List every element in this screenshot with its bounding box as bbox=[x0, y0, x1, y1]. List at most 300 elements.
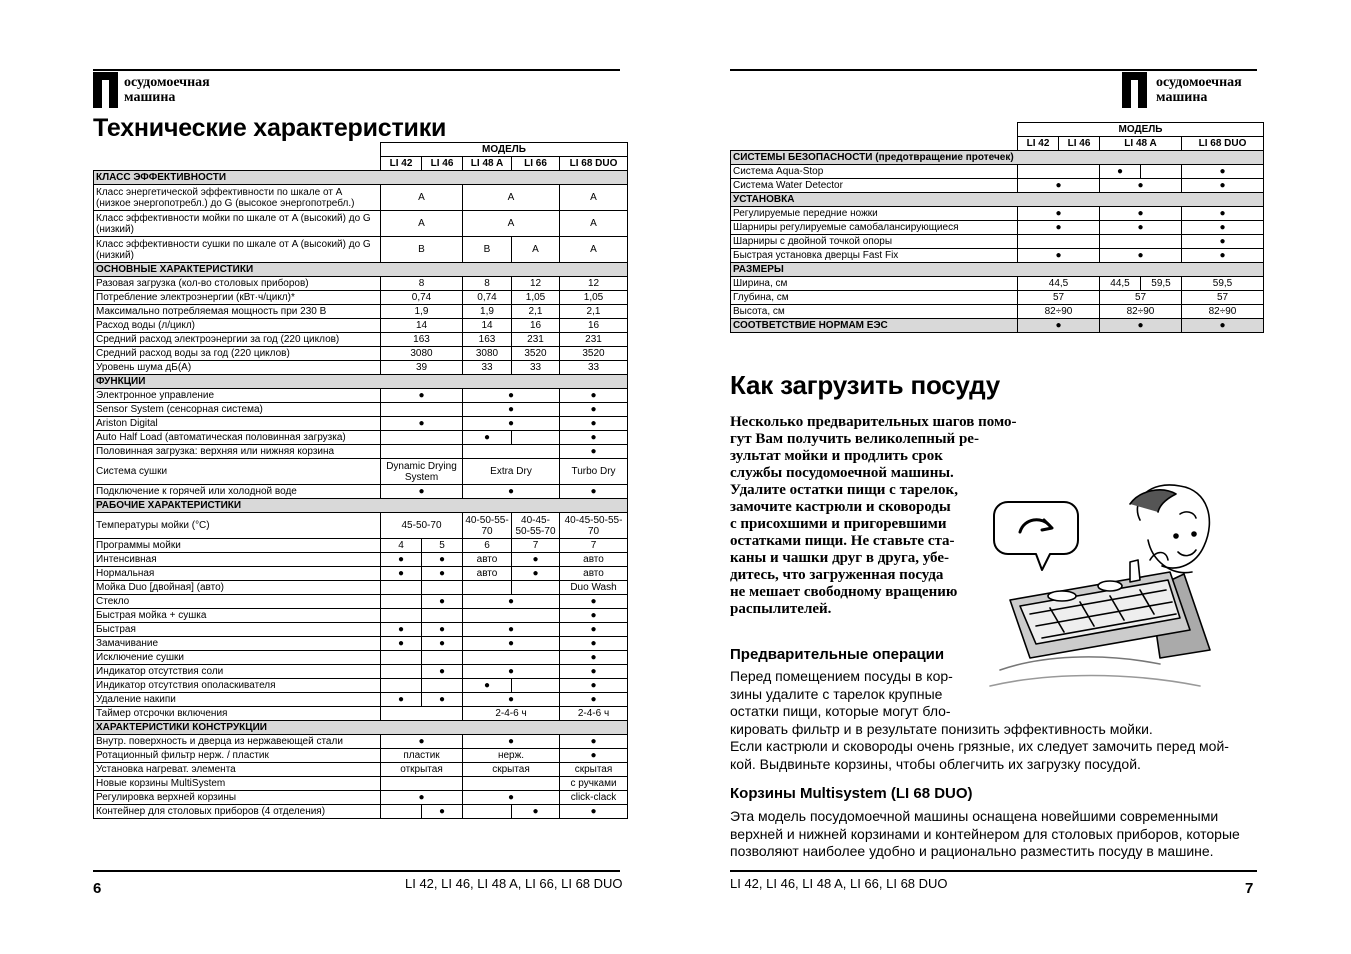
text-line: не мешает свободному вращению bbox=[730, 584, 958, 600]
row-label: Ширина, см bbox=[731, 277, 1018, 291]
value-cell: 163 bbox=[463, 333, 512, 347]
value-cell: 6 bbox=[463, 539, 512, 553]
value-cell: ● bbox=[560, 805, 628, 819]
row-label: Мойка Duo [двойная] (авто) bbox=[94, 581, 381, 595]
value-cell: ● bbox=[1100, 179, 1182, 193]
value-cell bbox=[1100, 235, 1182, 249]
value-cell: ● bbox=[381, 791, 463, 805]
model-label: МОДЕЛЬ bbox=[381, 143, 628, 157]
value-cell: ● bbox=[463, 431, 512, 445]
value-cell bbox=[512, 581, 560, 595]
table-row bbox=[94, 539, 628, 553]
row-label: Разовая загрузка (кол-во столовых приборов) bbox=[94, 277, 381, 291]
table-row bbox=[94, 735, 628, 749]
value-cell: ● bbox=[381, 735, 463, 749]
table-row bbox=[94, 777, 628, 791]
section-title: УСТАНОВКА bbox=[731, 193, 1264, 207]
row-label: Половинная загрузка: верхняя или нижняя корзина bbox=[94, 445, 381, 459]
left-bottom-rule bbox=[93, 870, 620, 872]
value-cell: ● bbox=[381, 485, 463, 499]
value-cell bbox=[463, 651, 560, 665]
table-row bbox=[731, 207, 1264, 221]
value-cell bbox=[463, 805, 512, 819]
table-row bbox=[94, 485, 628, 499]
value-cell: ● bbox=[560, 637, 628, 651]
left-page-number: 6 bbox=[93, 880, 102, 897]
row-label: Система Water Detector bbox=[731, 179, 1018, 193]
value-cell: ● bbox=[560, 431, 628, 445]
model-name: LI 42 bbox=[1018, 137, 1059, 151]
table-row bbox=[94, 237, 628, 263]
value-cell: ● bbox=[560, 403, 628, 417]
value-cell: ● bbox=[422, 623, 463, 637]
row-label: Расход воды (л/цикл) bbox=[94, 319, 381, 333]
table-row bbox=[94, 417, 628, 431]
row-label: Шарниры регулируемые самобалансирующиеся bbox=[731, 221, 1018, 235]
right-logo-text: осудомоечная машина bbox=[1156, 75, 1242, 105]
value-cell: ● bbox=[381, 693, 422, 707]
text-line: верхней и нижней корзинами и контейнером для столовых приборов, которые bbox=[730, 825, 1240, 842]
table-row bbox=[94, 637, 628, 651]
value-cell: 1,9 bbox=[463, 305, 512, 319]
value-cell bbox=[381, 665, 422, 679]
row-label: Программы мойки bbox=[94, 539, 381, 553]
table-row bbox=[94, 333, 628, 347]
value-cell: 82÷90 bbox=[1018, 305, 1100, 319]
value-cell: ● bbox=[1018, 179, 1100, 193]
value-cell: A bbox=[560, 185, 628, 211]
row-label: Максимально потребляемая мощность при 230 В bbox=[94, 305, 381, 319]
value-cell: 59,5 bbox=[1141, 277, 1182, 291]
value-cell: 1,9 bbox=[381, 305, 463, 319]
row-label: Глубина, см bbox=[731, 291, 1018, 305]
value-cell: 82÷90 bbox=[1182, 305, 1264, 319]
section-title: СИСТЕМЫ БЕЗОПАСНОСТИ (предотвращение протечек) bbox=[731, 151, 1264, 165]
value-cell: 16 bbox=[560, 319, 628, 333]
value-cell: 2,1 bbox=[512, 305, 560, 319]
loading-dishes-illustration bbox=[980, 480, 1220, 700]
value-cell: ● bbox=[1182, 319, 1264, 333]
value-cell: авто bbox=[463, 553, 512, 567]
table-row bbox=[94, 679, 628, 693]
table-row bbox=[94, 567, 628, 581]
row-label: Индикатор отсутствия соли bbox=[94, 665, 381, 679]
table-row bbox=[94, 553, 628, 567]
value-cell bbox=[381, 609, 422, 623]
value-cell: 45-50-70 bbox=[381, 513, 463, 539]
value-cell bbox=[381, 679, 422, 693]
value-cell: 2-4-6 ч bbox=[463, 707, 560, 721]
subheading-multisystem: Корзины Multisystem (LI 68 DUO) bbox=[730, 785, 973, 802]
value-cell: 12 bbox=[512, 277, 560, 291]
table-row bbox=[94, 805, 628, 819]
value-cell: ● bbox=[1100, 165, 1141, 179]
section-header bbox=[94, 721, 628, 735]
table-row bbox=[731, 235, 1264, 249]
value-cell: ● bbox=[1100, 207, 1182, 221]
value-cell: B bbox=[463, 237, 512, 263]
value-cell: 44,5 bbox=[1018, 277, 1100, 291]
table-row bbox=[731, 221, 1264, 235]
table-row bbox=[94, 445, 628, 459]
table-row bbox=[94, 693, 628, 707]
value-cell: ● bbox=[422, 665, 463, 679]
table-row bbox=[94, 609, 628, 623]
right-top-rule bbox=[730, 69, 1257, 71]
row-label: Ротационный фильтр нерж. / пластик bbox=[94, 749, 381, 763]
value-cell: 2-4-6 ч bbox=[560, 707, 628, 721]
value-cell: ● bbox=[560, 485, 628, 499]
row-label: Система сушки bbox=[94, 459, 381, 485]
model-name: LI 48 A bbox=[1100, 137, 1182, 151]
value-cell: 1,05 bbox=[512, 291, 560, 305]
table-row bbox=[94, 403, 628, 417]
value-cell bbox=[381, 707, 463, 721]
text-line: остатками пищи. Не ставьте ста- bbox=[730, 533, 955, 549]
value-cell: A bbox=[381, 211, 463, 237]
value-cell bbox=[381, 445, 463, 459]
row-label: Auto Half Load (автоматическая половинная загрузка) bbox=[94, 431, 381, 445]
value-cell: ● bbox=[560, 609, 628, 623]
value-cell: 8 bbox=[463, 277, 512, 291]
model-name: LI 68 DUO bbox=[1182, 137, 1264, 151]
value-cell: нерж. bbox=[463, 749, 560, 763]
section-header bbox=[94, 171, 628, 185]
section-title: РАБОЧИЕ ХАРАКТЕРИСТИКИ bbox=[94, 499, 628, 513]
value-cell: 40-50-55-70 bbox=[463, 513, 512, 539]
preliminary-paragraph bbox=[730, 668, 1229, 773]
value-cell: ● bbox=[381, 567, 422, 581]
text-line: гут Вам получить великолепный ре- bbox=[730, 431, 979, 447]
left-logo-mark bbox=[93, 72, 118, 108]
row-label: Быстрая bbox=[94, 623, 381, 637]
value-cell: ● bbox=[1100, 221, 1182, 235]
text-line: зультат мойки и продлить срок bbox=[730, 448, 943, 464]
value-cell: ● bbox=[512, 553, 560, 567]
value-cell: 57 bbox=[1018, 291, 1100, 305]
value-cell: ● bbox=[463, 389, 560, 403]
row-label: Шарниры с двойной точкой опоры bbox=[731, 235, 1018, 249]
table-row bbox=[94, 623, 628, 637]
value-cell: 57 bbox=[1100, 291, 1182, 305]
value-cell: ● bbox=[463, 637, 560, 651]
value-cell: A bbox=[463, 211, 560, 237]
row-label: Sensor System (сенсорная система) bbox=[94, 403, 381, 417]
value-cell bbox=[512, 431, 560, 445]
value-cell: ● bbox=[560, 735, 628, 749]
value-cell: ● bbox=[422, 693, 463, 707]
section-title: ОСНОВНЫЕ ХАРАКТЕРИСТИКИ bbox=[94, 263, 628, 277]
value-cell bbox=[381, 595, 422, 609]
value-cell bbox=[1018, 235, 1100, 249]
value-cell: 3080 bbox=[463, 347, 512, 361]
row-label: Электронное управление bbox=[94, 389, 381, 403]
table-row bbox=[731, 165, 1264, 179]
row-label: Высота, см bbox=[731, 305, 1018, 319]
value-cell: ● bbox=[1182, 179, 1264, 193]
table-row bbox=[94, 185, 628, 211]
table-row bbox=[731, 277, 1264, 291]
model-name: LI 48 A bbox=[463, 157, 512, 171]
text-line: Перед помещением посуды в кор- bbox=[730, 668, 953, 684]
value-cell: ● bbox=[1100, 249, 1182, 263]
value-cell: A bbox=[381, 185, 463, 211]
value-cell: ● bbox=[512, 567, 560, 581]
value-cell bbox=[512, 679, 560, 693]
value-cell: 8 bbox=[381, 277, 463, 291]
value-cell: 163 bbox=[381, 333, 463, 347]
right-footer-models: LI 42, LI 46, LI 48 A, LI 66, LI 68 DUO bbox=[730, 876, 948, 891]
value-cell: ● bbox=[560, 651, 628, 665]
table-row bbox=[94, 305, 628, 319]
value-cell bbox=[463, 609, 560, 623]
value-cell: ● bbox=[463, 665, 560, 679]
model-names-row bbox=[731, 137, 1264, 151]
left-logo-text: осудомоечная машина bbox=[124, 75, 210, 105]
model-header-row bbox=[94, 143, 628, 157]
row-label: Стекло bbox=[94, 595, 381, 609]
row-label: Индикатор отсутствия ополаскивателя bbox=[94, 679, 381, 693]
value-cell: ● bbox=[463, 403, 560, 417]
section-header bbox=[731, 263, 1264, 277]
value-cell: ● bbox=[422, 595, 463, 609]
row-label: Температуры мойки (°C) bbox=[94, 513, 381, 539]
value-cell: ● bbox=[422, 637, 463, 651]
right-page-title: Как загрузить посуду bbox=[730, 370, 1001, 400]
right-bottom-rule bbox=[730, 870, 1257, 872]
value-cell: ● bbox=[422, 567, 463, 581]
model-name: LI 68 DUO bbox=[560, 157, 628, 171]
value-cell: ● bbox=[381, 623, 422, 637]
section-header bbox=[731, 319, 1264, 333]
value-cell: 16 bbox=[512, 319, 560, 333]
value-cell: ● bbox=[1182, 221, 1264, 235]
value-cell: ● bbox=[560, 417, 628, 431]
value-cell: открытая bbox=[381, 763, 463, 777]
text-line: кой. Выдвиньте корзины, чтобы облегчить их загрузку посудой. bbox=[730, 755, 1141, 772]
model-name: LI 66 bbox=[512, 157, 560, 171]
right-logo-mark bbox=[1122, 72, 1147, 108]
value-cell: ● bbox=[463, 623, 560, 637]
value-cell: 3520 bbox=[512, 347, 560, 361]
row-label: Регулируемые передние ножки bbox=[731, 207, 1018, 221]
value-cell: 33 bbox=[560, 361, 628, 375]
value-cell bbox=[381, 805, 422, 819]
value-cell: Dynamic Drying System bbox=[381, 459, 463, 485]
table-row bbox=[94, 707, 628, 721]
value-cell: 33 bbox=[512, 361, 560, 375]
value-cell: A bbox=[463, 185, 560, 211]
row-label: Класс энергетической эффективности по шкале от A (низкое энергопотребл.) до G (высокое энергопотребл.) bbox=[94, 185, 381, 211]
left-footer-models: LI 42, LI 46, LI 48 A, LI 66, LI 68 DUO bbox=[405, 876, 623, 891]
value-cell: A bbox=[512, 237, 560, 263]
table-row bbox=[94, 581, 628, 595]
value-cell: ● bbox=[463, 735, 560, 749]
value-cell: 59,5 bbox=[1182, 277, 1264, 291]
value-cell: ● bbox=[560, 445, 628, 459]
value-cell: 3080 bbox=[381, 347, 463, 361]
table-row bbox=[731, 179, 1264, 193]
section-header bbox=[94, 375, 628, 389]
table-row bbox=[731, 305, 1264, 319]
value-cell: 39 bbox=[381, 361, 463, 375]
value-cell: скрытая bbox=[560, 763, 628, 777]
value-cell: ● bbox=[422, 553, 463, 567]
value-cell bbox=[1018, 165, 1100, 179]
row-label: Таймер отсрочки включения bbox=[94, 707, 381, 721]
value-cell bbox=[381, 403, 463, 417]
value-cell: 0,74 bbox=[381, 291, 463, 305]
value-cell: 7 bbox=[512, 539, 560, 553]
value-cell: ● bbox=[463, 485, 560, 499]
table-row bbox=[94, 791, 628, 805]
value-cell: 44,5 bbox=[1100, 277, 1141, 291]
value-cell: ● bbox=[1182, 235, 1264, 249]
value-cell: ● bbox=[1018, 249, 1100, 263]
value-cell: 5 bbox=[422, 539, 463, 553]
row-label: Ariston Digital bbox=[94, 417, 381, 431]
row-label: Установка нагреват. элемента bbox=[94, 763, 381, 777]
table-row bbox=[94, 665, 628, 679]
value-cell: ● bbox=[463, 595, 560, 609]
row-label: Нормальная bbox=[94, 567, 381, 581]
value-cell: ● bbox=[1182, 165, 1264, 179]
value-cell: ● bbox=[560, 693, 628, 707]
value-cell: 40-45-50-55-70 bbox=[512, 513, 560, 539]
text-line: Несколько предварительных шагов помо- bbox=[730, 414, 1017, 430]
value-cell: ● bbox=[463, 693, 560, 707]
table-row bbox=[94, 651, 628, 665]
value-cell: авто bbox=[560, 567, 628, 581]
text-line: остатки пищи, которые могут бло- bbox=[730, 703, 951, 719]
row-label: Интенсивная bbox=[94, 553, 381, 567]
row-label: Исключение сушки bbox=[94, 651, 381, 665]
model-label: МОДЕЛЬ bbox=[1018, 123, 1264, 137]
row-label: Средний расход электроэнергии за год (220 циклов) bbox=[94, 333, 381, 347]
value-cell: ● bbox=[463, 791, 560, 805]
value-cell: Extra Dry bbox=[463, 459, 560, 485]
row-label: Класс эффективности мойки по шкале от A (высокий) до G (низкий) bbox=[94, 211, 381, 237]
value-cell bbox=[422, 651, 463, 665]
table-row bbox=[94, 211, 628, 237]
value-cell: 12 bbox=[560, 277, 628, 291]
value-cell: ● bbox=[560, 623, 628, 637]
value-cell: 1,05 bbox=[560, 291, 628, 305]
value-cell: с ручками bbox=[560, 777, 628, 791]
value-cell: 231 bbox=[560, 333, 628, 347]
text-line: службы посудомоечной машины. bbox=[730, 465, 954, 481]
section-header bbox=[94, 499, 628, 513]
section-header bbox=[731, 193, 1264, 207]
row-label: Замачивание bbox=[94, 637, 381, 651]
row-label: Подключение к горячей или холодной воде bbox=[94, 485, 381, 499]
value-cell bbox=[463, 581, 512, 595]
table-row bbox=[94, 347, 628, 361]
value-cell: ● bbox=[381, 637, 422, 651]
section-header bbox=[94, 263, 628, 277]
value-cell: 3520 bbox=[560, 347, 628, 361]
value-cell: 0,74 bbox=[463, 291, 512, 305]
value-cell bbox=[463, 777, 560, 791]
value-cell: ● bbox=[381, 417, 463, 431]
value-cell: ● bbox=[1018, 319, 1100, 333]
row-label: Класс эффективности сушки по шкале от A (высокий) до G (низкий) bbox=[94, 237, 381, 263]
value-cell: ● bbox=[422, 805, 463, 819]
value-cell: ● bbox=[1100, 319, 1182, 333]
value-cell: скрытая bbox=[463, 763, 560, 777]
table-row bbox=[731, 291, 1264, 305]
value-cell: click-clack bbox=[560, 791, 628, 805]
value-cell: Turbo Dry bbox=[560, 459, 628, 485]
value-cell bbox=[381, 431, 463, 445]
text-line: кировать фильтр и в результате понизить эффективность мойки. bbox=[730, 720, 1153, 737]
left-page-title: Технические характеристики bbox=[93, 114, 447, 142]
value-cell bbox=[381, 777, 463, 791]
row-label: Средний расход воды за год (220 циклов) bbox=[94, 347, 381, 361]
value-cell: ● bbox=[1018, 221, 1100, 235]
section-title: ФУНКЦИИ bbox=[94, 375, 628, 389]
value-cell: 14 bbox=[463, 319, 512, 333]
intro-paragraph bbox=[730, 414, 1017, 618]
section-title: КЛАСС ЭФФЕКТИВНОСТИ bbox=[94, 171, 628, 185]
text-line: Если кастрюли и сковороды очень грязные, их следует замочить перед мой- bbox=[730, 738, 1229, 754]
table-row bbox=[731, 249, 1264, 263]
text-line: Эта модель посудомоечной машины оснащена новейшими современными bbox=[730, 808, 1219, 824]
value-cell: ● bbox=[512, 805, 560, 819]
row-label: Удаление накипи bbox=[94, 693, 381, 707]
value-cell: ● bbox=[381, 553, 422, 567]
section-header bbox=[731, 151, 1264, 165]
value-cell: ● bbox=[560, 595, 628, 609]
model-name: LI 42 bbox=[381, 157, 422, 171]
value-cell bbox=[422, 679, 463, 693]
value-cell: 2,1 bbox=[560, 305, 628, 319]
text-line: замочите кастрюли и сковороды bbox=[730, 499, 951, 515]
value-cell bbox=[422, 581, 463, 595]
value-cell: ● bbox=[560, 665, 628, 679]
value-cell bbox=[1141, 165, 1182, 179]
value-cell: 231 bbox=[512, 333, 560, 347]
value-cell: пластик bbox=[381, 749, 463, 763]
section-title: РАЗМЕРЫ bbox=[731, 263, 1264, 277]
value-cell: ● bbox=[1182, 249, 1264, 263]
value-cell: авто bbox=[463, 567, 512, 581]
row-label: Система Aqua-Stop bbox=[731, 165, 1018, 179]
value-cell: ● bbox=[463, 679, 512, 693]
value-cell: ● bbox=[560, 679, 628, 693]
value-cell bbox=[463, 445, 560, 459]
model-name: LI 46 bbox=[422, 157, 463, 171]
value-cell: 82÷90 bbox=[1100, 305, 1182, 319]
text-line: Удалите остатки пищи с тарелок, bbox=[730, 482, 958, 498]
value-cell bbox=[422, 609, 463, 623]
table-row bbox=[94, 291, 628, 305]
text-line: дитесь, что загруженная посуда bbox=[730, 567, 944, 583]
row-label: Потребление электроэнергии (кВт·ч/цикл)* bbox=[94, 291, 381, 305]
value-cell: A bbox=[560, 211, 628, 237]
value-cell: ● bbox=[560, 749, 628, 763]
text-line: распылителей. bbox=[730, 601, 832, 617]
section-title: ХАРАКТЕРИСТИКИ КОНСТРУКЦИИ bbox=[94, 721, 628, 735]
value-cell: A bbox=[560, 237, 628, 263]
row-label: Новые корзины MultiSystem bbox=[94, 777, 381, 791]
row-label: Контейнер для столовых приборов (4 отделения) bbox=[94, 805, 381, 819]
right-spec-table bbox=[730, 122, 1264, 333]
value-cell: ● bbox=[381, 389, 463, 403]
model-names-row bbox=[94, 157, 628, 171]
value-cell: ● bbox=[1182, 207, 1264, 221]
value-cell bbox=[381, 581, 422, 595]
